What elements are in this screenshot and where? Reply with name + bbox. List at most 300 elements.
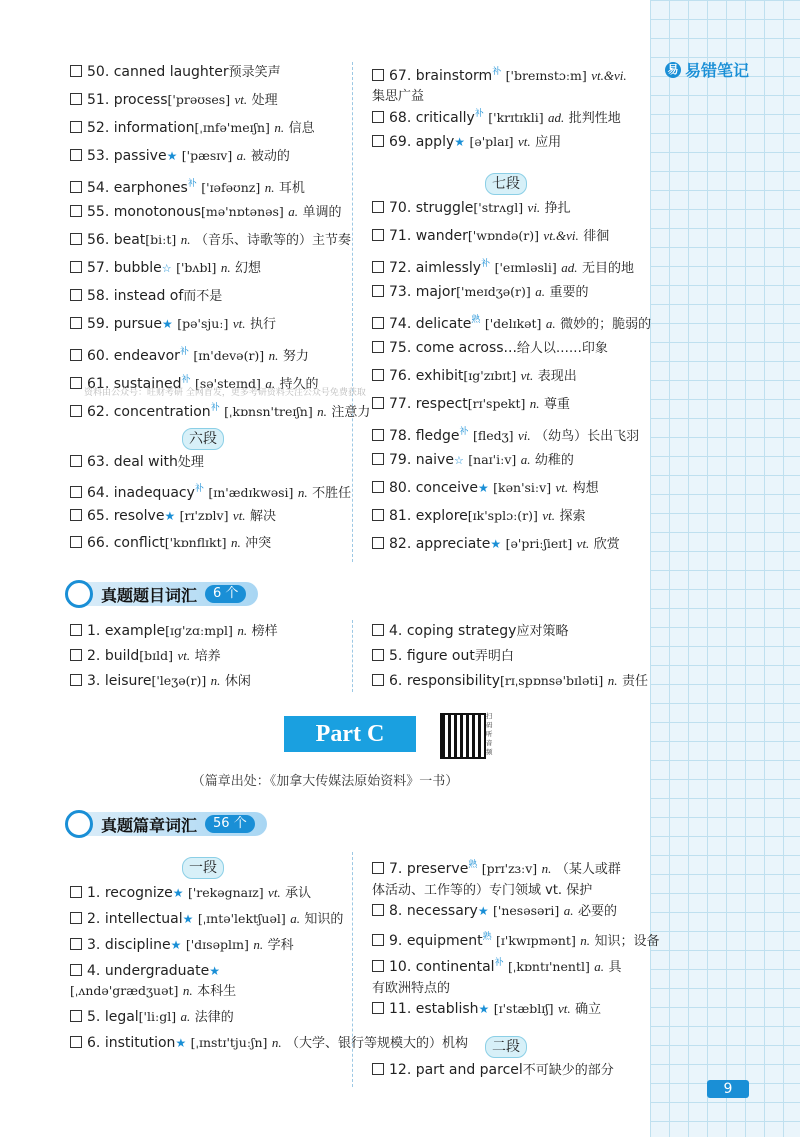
entry-word: sustained	[113, 376, 182, 392]
vocab-entry	[372, 282, 588, 303]
entry-mark: ★	[478, 1002, 490, 1016]
count-pill: 56 个	[205, 815, 255, 833]
entry-phonetic: [ˌɪnstɪ'tjuːʃn]	[190, 1035, 268, 1050]
entry-pos: n.	[268, 348, 279, 363]
entry-pos: a.	[265, 376, 276, 391]
checkbox[interactable]	[70, 964, 82, 976]
entry-pos: vt.	[557, 1001, 571, 1016]
entry-meaning: 注意力	[331, 405, 371, 420]
checkbox[interactable]	[372, 862, 384, 874]
vocab-entry	[70, 118, 315, 139]
entry-word: intellectual	[104, 911, 183, 927]
entry-meaning: 挣扎	[544, 201, 571, 216]
entry-meaning: 承认	[285, 886, 312, 901]
vocab-entry	[372, 953, 632, 999]
vocab-entry	[70, 146, 290, 167]
entry-number: 6.	[389, 673, 403, 689]
entry-meaning: 榜样	[251, 624, 278, 639]
entry-meaning: 预录笑声	[228, 65, 281, 80]
entry-meaning: 休闲	[224, 674, 251, 689]
entry-number: 73.	[389, 284, 412, 300]
entry-phonetic: ['strʌgl]	[473, 200, 524, 215]
entry-number: 61.	[87, 376, 110, 392]
checkbox[interactable]	[70, 121, 82, 133]
checkbox[interactable]	[372, 135, 384, 147]
entry-meaning: 重要的	[549, 285, 589, 300]
entry-meaning: 持久的	[279, 377, 319, 392]
entry-phonetic: [ɪg'zɑːmpl]	[165, 623, 233, 638]
checkbox[interactable]	[372, 674, 384, 686]
entry-pos: n.	[607, 673, 618, 688]
entry-number: 56.	[87, 232, 110, 248]
checkbox[interactable]	[372, 1063, 384, 1075]
entry-word: fledge	[415, 428, 460, 444]
checkbox[interactable]	[70, 261, 82, 273]
entry-word: struggle	[415, 200, 474, 216]
entry-meaning: 探索	[559, 509, 586, 524]
checkbox[interactable]	[372, 229, 384, 241]
checkbox[interactable]	[372, 429, 384, 441]
entry-pos: vi.	[518, 428, 531, 443]
entry-mark: 补	[474, 109, 484, 119]
entry-pos: ad.	[548, 110, 565, 125]
entry-phonetic: ['kɒnflɪkt]	[164, 535, 227, 550]
entry-phonetic: [ɪn'devə(r)]	[193, 348, 265, 363]
entry-phonetic: ['pæsɪv]	[181, 148, 233, 163]
entry-pos: a.	[180, 1009, 191, 1024]
entry-number: 74.	[389, 316, 412, 332]
checkbox[interactable]	[70, 455, 82, 467]
entry-number: 68.	[389, 110, 412, 126]
vocab-entry	[372, 62, 632, 107]
entry-number: 64.	[87, 485, 110, 501]
entry-mark: ★	[175, 1036, 187, 1050]
entry-word: information	[113, 120, 195, 136]
entry-phonetic: [prɪ'zɜːv]	[481, 861, 538, 876]
checkbox[interactable]	[70, 509, 82, 521]
entry-pos: a.	[594, 959, 605, 974]
entry-word: legal	[104, 1009, 139, 1025]
entry-word: undergraduate	[104, 963, 210, 979]
entry-pos: vt.	[576, 536, 590, 551]
checkbox[interactable]	[70, 377, 82, 389]
entry-word: explore	[415, 508, 468, 524]
entry-pos: a.	[520, 452, 531, 467]
entry-number: 3.	[87, 937, 101, 953]
entry-word: passive	[113, 148, 167, 164]
entry-number: 58.	[87, 288, 110, 304]
entry-number: 62.	[87, 404, 110, 420]
checkbox[interactable]	[372, 261, 384, 273]
checkbox[interactable]	[372, 341, 384, 353]
entry-phonetic: [ˌɪnfə'meɪʃn]	[194, 120, 270, 135]
entry-pos: a.	[535, 284, 545, 299]
vocab-entry	[70, 452, 204, 473]
column-divider-top	[352, 62, 353, 562]
entry-phonetic: [biːt]	[145, 232, 177, 247]
checkbox[interactable]	[70, 65, 82, 77]
entry-pos: n.	[317, 404, 327, 419]
entry-number: 70.	[389, 200, 412, 216]
checkbox[interactable]	[70, 1010, 82, 1022]
entry-pos: ad.	[561, 260, 578, 275]
entry-meaning: 处理	[251, 93, 278, 108]
checkbox[interactable]	[372, 624, 384, 636]
entry-number: 4.	[87, 963, 101, 979]
entry-meaning: 欣赏	[593, 537, 620, 552]
vocab-entry	[372, 621, 568, 642]
vocab-entry	[70, 174, 305, 199]
checkbox[interactable]	[372, 111, 384, 123]
vocab-entry	[70, 90, 278, 111]
brand-logo	[665, 58, 749, 81]
vocab-entry	[70, 230, 351, 251]
entry-number: 81.	[389, 508, 412, 524]
checkbox[interactable]	[372, 509, 384, 521]
entry-word: necessary	[406, 903, 478, 919]
entry-phonetic: [ɪn'ædɪkwəsi]	[208, 485, 294, 500]
entry-meaning: 本科生	[197, 984, 237, 999]
entry-word: resolve	[113, 508, 165, 524]
count-pill: 6 个	[205, 585, 246, 603]
checkbox[interactable]	[372, 481, 384, 493]
entry-phonetic: [sə'steɪnd]	[194, 376, 261, 391]
vocab-entry	[70, 342, 309, 367]
entry-number: 9.	[389, 933, 403, 949]
entry-meaning: （某人或群体活动、工作等的）专门领域 vt. 保护	[372, 862, 621, 898]
entry-phonetic: [naɪ'iːv]	[468, 452, 517, 467]
entry-number: 60.	[87, 348, 110, 364]
checkbox[interactable]	[70, 536, 82, 548]
entry-phonetic: [kən'siːv]	[493, 480, 552, 495]
checkbox[interactable]	[372, 960, 384, 972]
entry-phonetic: [ɪ'kwɪpmənt]	[496, 933, 576, 948]
checkbox[interactable]	[70, 317, 82, 329]
entry-phonetic: [ɪg'zɪbɪt]	[463, 368, 517, 383]
section-tag-2: 二段	[485, 1036, 527, 1058]
entry-pos: a.	[290, 911, 300, 926]
entry-meaning: 尊重	[544, 397, 571, 412]
banner-question-vocab	[65, 580, 258, 608]
entry-phonetic: ['eɪmləsli]	[494, 260, 557, 275]
entry-phonetic: [ˌʌndə'grædʒuət]	[70, 983, 179, 998]
entry-word: discipline	[104, 937, 171, 953]
entry-phonetic: [ˌɪntə'lektʃuəl]	[197, 911, 286, 926]
magnifier-icon	[65, 580, 93, 608]
entry-word: respect	[415, 396, 468, 412]
entry-phonetic: ['liːgl]	[138, 1009, 177, 1024]
vocab-entry	[372, 646, 514, 667]
entry-phonetic: [ɪk'splɔː(r)]	[467, 508, 538, 523]
entry-pos: n.	[264, 180, 275, 195]
entry-number: 2.	[87, 648, 101, 664]
entry-number: 5.	[87, 1009, 101, 1025]
entry-word: endeavor	[113, 348, 180, 364]
entry-meaning: 应对策略	[516, 624, 569, 639]
entry-word: responsibility	[406, 673, 501, 689]
entry-phonetic: [ˌkɒnsn'treɪʃn]	[224, 404, 313, 419]
entry-pos: n.	[271, 1035, 282, 1050]
entry-word: aimlessly	[415, 260, 482, 276]
entry-word: beat	[113, 232, 146, 248]
source-note: （篇章出处：《加拿大传媒法原始资料》一书）	[191, 774, 459, 789]
entry-word: delicate	[415, 316, 472, 332]
checkbox[interactable]	[70, 886, 82, 898]
entry-meaning: 确立	[575, 1002, 602, 1017]
vocab-entry	[70, 202, 341, 223]
entry-word: continental	[415, 959, 495, 975]
entry-mark: 补	[481, 259, 491, 269]
entry-word: concentration	[113, 404, 211, 420]
entry-meaning: 解决	[250, 509, 277, 524]
checkbox[interactable]	[70, 405, 82, 417]
entry-mark: 补	[459, 427, 469, 437]
entry-word: recognize	[104, 885, 173, 901]
entry-phonetic: [mə'nɒtənəs]	[201, 204, 284, 219]
banner-passage-vocab	[65, 810, 267, 838]
entry-meaning: 努力	[282, 349, 309, 364]
entry-pos: a.	[545, 316, 556, 331]
entry-mark: 补	[187, 179, 197, 189]
entry-pos: vt.	[517, 134, 531, 149]
checkbox[interactable]	[70, 649, 82, 661]
vocab-entry	[372, 394, 570, 415]
entry-phonetic: [rɪ'zɒlv]	[179, 508, 229, 523]
entry-phonetic: ['krɪtɪkli]	[488, 110, 544, 125]
entry-word: build	[104, 648, 140, 664]
entry-meaning: （大学、银行等规模大的）机构	[286, 1036, 469, 1051]
checkbox[interactable]	[372, 201, 384, 213]
entry-pos: vt.	[268, 885, 281, 900]
checkbox[interactable]	[70, 349, 82, 361]
vocab-entry	[70, 506, 276, 527]
checkbox[interactable]	[372, 453, 384, 465]
checkbox[interactable]	[372, 934, 384, 946]
entry-phonetic: ['rekəgnaɪz]	[187, 885, 264, 900]
entry-meaning: 必要的	[577, 904, 617, 919]
checkbox[interactable]	[70, 674, 82, 686]
entry-meaning: 集思广益	[372, 89, 425, 104]
vocab-entry	[372, 901, 617, 922]
brand-label: 易错笔记	[685, 61, 750, 80]
vocab-entry	[372, 450, 574, 471]
entry-pos: vt.	[232, 316, 246, 331]
checkbox[interactable]	[70, 205, 82, 217]
vocab-entry	[372, 671, 648, 692]
checkbox[interactable]	[372, 1002, 384, 1014]
qr-code-icon[interactable]	[440, 713, 486, 759]
checkbox[interactable]	[70, 289, 82, 301]
entry-word: bubble	[113, 260, 162, 276]
entry-mark: 补	[492, 67, 502, 77]
entry-phonetic: ['breɪnstɔːm]	[505, 68, 587, 83]
entry-word: conceive	[415, 480, 478, 496]
entry-phonetic: [rɪˌspɒnsə'bɪləti]	[500, 673, 604, 688]
checkbox[interactable]	[70, 233, 82, 245]
checkbox[interactable]	[70, 624, 82, 636]
entry-pos: n.	[230, 535, 241, 550]
entry-number: 5.	[389, 648, 403, 664]
entry-pos: a.	[236, 148, 247, 163]
entry-phonetic: [ə'priːʃieɪt]	[505, 536, 573, 551]
page-number: 9	[707, 1080, 749, 1098]
entry-phonetic: ['bʌbl]	[176, 260, 217, 275]
entry-mark: 补	[181, 375, 191, 385]
entry-phonetic: ['leʒə(r)]	[151, 673, 207, 688]
entry-word: come across...	[415, 340, 517, 356]
checkbox[interactable]	[372, 285, 384, 297]
checkbox[interactable]	[372, 397, 384, 409]
column-divider-questions	[352, 620, 353, 692]
vocab-entry	[70, 909, 343, 930]
entry-meaning: 法律的	[194, 1010, 234, 1025]
entry-word: leisure	[104, 673, 152, 689]
entry-mark: ★	[170, 938, 182, 952]
vocab-entry	[70, 258, 261, 279]
vocab-entry	[372, 104, 621, 129]
banner-title: 真题题目词汇	[101, 585, 198, 605]
vocab-entry	[372, 927, 660, 952]
vocab-entry	[372, 366, 577, 387]
entry-mark: ★	[477, 481, 489, 495]
vocab-entry	[70, 1007, 234, 1028]
entry-word: naive	[415, 452, 454, 468]
entry-word: brainstorm	[415, 68, 493, 84]
vocab-entry	[372, 198, 571, 219]
entry-word: process	[113, 92, 168, 108]
entry-meaning: 耳机	[278, 181, 305, 196]
vocab-entry	[70, 533, 271, 554]
entry-number: 80.	[389, 480, 412, 496]
entry-word: conflict	[113, 535, 165, 551]
part-title: Part C	[284, 716, 416, 752]
entry-meaning: 构想	[572, 481, 599, 496]
entry-mark: ★	[490, 537, 502, 551]
entry-pos: vt.&vi.	[591, 68, 627, 83]
entry-phonetic: ['meɪdʒə(r)]	[456, 284, 531, 299]
checkbox[interactable]	[372, 69, 384, 81]
vocab-entry	[372, 534, 620, 555]
vocab-entry	[372, 132, 561, 153]
entry-meaning: 被动的	[250, 149, 290, 164]
checkbox[interactable]	[372, 317, 384, 329]
checkbox[interactable]	[372, 537, 384, 549]
entry-number: 3.	[87, 673, 101, 689]
entry-meaning: 信息	[288, 121, 315, 136]
entry-pos: vt.&vi.	[543, 228, 579, 243]
vocab-entry	[372, 422, 639, 447]
entry-phonetic: [ə'plaɪ]	[469, 134, 514, 149]
entry-number: 72.	[389, 260, 412, 276]
entry-number: 53.	[87, 148, 110, 164]
entry-number: 57.	[87, 260, 110, 276]
vocab-entry	[70, 398, 370, 423]
entry-number: 8.	[389, 903, 403, 919]
entry-number: 69.	[389, 134, 412, 150]
entry-meaning: 微妙的；脆弱的	[560, 317, 652, 332]
entry-phonetic: ['ɪəfəʊnz]	[201, 180, 261, 195]
entry-meaning: 学科	[267, 938, 294, 953]
entry-word: pursue	[113, 316, 163, 332]
entry-meaning: 责任	[621, 674, 648, 689]
entry-meaning: （音乐、诗歌等的）主节奏	[194, 233, 351, 248]
entry-meaning: 不可缺少的部分	[522, 1063, 614, 1078]
watermark: 资料由公众号：旺财考研 全网首发，更多考研资料关注公众号免费获取	[84, 388, 366, 398]
checkbox[interactable]	[70, 912, 82, 924]
brand-icon: 易	[665, 62, 681, 78]
entry-number: 50.	[87, 64, 110, 80]
entry-meaning: 表现出	[537, 369, 577, 384]
vocab-entry	[70, 646, 221, 667]
entry-number: 54.	[87, 180, 110, 196]
checkbox[interactable]	[70, 938, 82, 950]
checkbox[interactable]	[70, 149, 82, 161]
section-tag-7: 七段	[485, 173, 527, 195]
entry-mark: 熟	[468, 860, 478, 870]
entry-pos: n.	[182, 983, 193, 998]
checkbox[interactable]	[70, 93, 82, 105]
entry-meaning: 冲突	[245, 536, 272, 551]
entry-meaning: 不胜任	[312, 486, 352, 501]
entry-meaning: 而不是	[183, 289, 223, 304]
entry-meaning: （幼鸟）长出飞羽	[535, 429, 640, 444]
entry-word: earphones	[113, 180, 188, 196]
entry-pos: n.	[220, 260, 231, 275]
checkbox[interactable]	[372, 904, 384, 916]
vocab-entry	[372, 506, 585, 527]
entry-mark: ★	[477, 904, 489, 918]
checkbox[interactable]	[70, 1036, 82, 1048]
entry-word: inadequacy	[113, 485, 195, 501]
entry-number: 10.	[389, 959, 412, 975]
section-tag-6: 六段	[182, 428, 224, 450]
entry-phonetic: [bɪld]	[139, 648, 174, 663]
entry-meaning: 幻想	[235, 261, 262, 276]
entry-meaning: 徘徊	[583, 229, 610, 244]
entry-number: 78.	[389, 428, 412, 444]
entry-pos: n.	[541, 861, 552, 876]
entry-number: 1.	[87, 885, 101, 901]
entry-number: 1.	[87, 623, 101, 639]
entry-pos: n.	[180, 232, 191, 247]
entry-number: 66.	[87, 535, 110, 551]
entry-meaning: 弄明白	[474, 649, 514, 664]
entry-number: 7.	[389, 861, 403, 877]
entry-word: institution	[104, 1035, 176, 1051]
checkbox[interactable]	[372, 649, 384, 661]
checkbox[interactable]	[372, 369, 384, 381]
entry-meaning: 具有欧洲特点的	[372, 960, 622, 996]
entry-pos: a.	[288, 204, 299, 219]
entry-pos: vt.	[234, 92, 248, 107]
vocab-entry	[372, 999, 601, 1020]
entry-pos: n.	[297, 485, 308, 500]
entry-mark: 补	[210, 403, 220, 413]
vocab-entry	[70, 621, 278, 642]
checkbox[interactable]	[70, 181, 82, 193]
entry-mark: 熟	[482, 932, 492, 942]
entry-pos: n.	[253, 937, 264, 952]
entry-word: wander	[415, 228, 468, 244]
entry-phonetic: ['delɪkət]	[484, 316, 542, 331]
vocab-entry	[70, 314, 276, 335]
entry-number: 82.	[389, 536, 412, 552]
magnifier-icon	[65, 810, 93, 838]
section-tag-1: 一段	[182, 857, 224, 879]
checkbox[interactable]	[70, 486, 82, 498]
entry-number: 11.	[389, 1001, 412, 1017]
entry-pos: vt.	[177, 648, 191, 663]
